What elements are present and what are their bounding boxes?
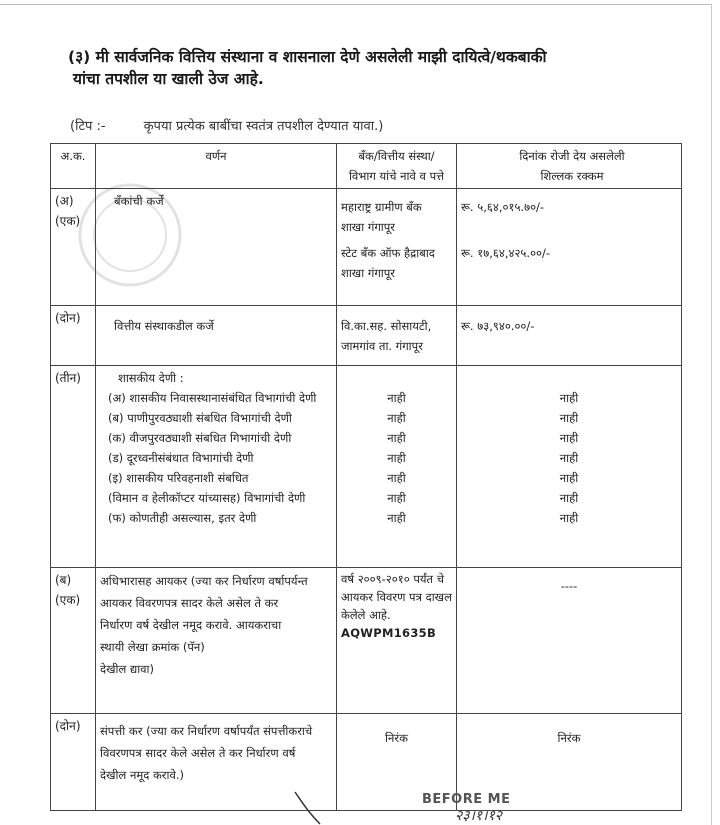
row-serial: (दोन)	[51, 306, 96, 366]
row-institution: निरंक	[337, 714, 457, 811]
row-institution: महाराष्ट्र ग्रामीण बँक शाखा गंगापूर स्टेट बँक ऑफ हैद्राबाद शाखा गंगापूर	[337, 189, 457, 306]
row-institution: वर्ष २००९-२०१० पर्यंत चे आयकर विवरण पत्र दाखल केलेले आहे. AQWPM1635B	[337, 568, 457, 714]
top-border	[0, 4, 712, 5]
table-row	[51, 714, 682, 811]
row-serial: (ब)(एक)	[51, 568, 96, 714]
row-amount: नाही नाही नाही नाही नाही नाही नाही	[457, 366, 682, 568]
row-description: अधिभारासह आयकर (ज्या कर निर्धारण वर्षापर्यन्त आयकर विवरणपत्र सादर केले असेल ते कर निर्धारण वर्ष देखील नमूद करावे. आयकराचा स्थायी लेखा क्रमांक (पॅन) देखील द्यावा)	[96, 568, 337, 714]
header-balance: दिनांक रोजी देय असलेली शिल्लक रक्कम	[457, 144, 682, 189]
heading-line-2: यांचा तपशील या खाली उेज आहे.	[73, 70, 264, 88]
right-border	[711, 4, 712, 825]
header-description: वर्णन	[96, 144, 337, 189]
header-serial: अ.क.	[51, 144, 96, 189]
row-serial: (अ)(एक)	[51, 189, 96, 306]
attestation-stamp: BEFORE ME	[422, 792, 511, 807]
signature-stroke	[290, 790, 330, 825]
signature-date: २३।१।१२	[455, 808, 503, 824]
note	[70, 116, 383, 134]
row-description: संपत्ती कर (ज्या कर निर्धारण वर्षापर्यंत संपत्तीकराचे विवरणपत्र सादर केले असेल ते कर निर्धारण वर्ष देखील नमूद करावे.)	[96, 714, 337, 811]
row-serial: (तीन)	[51, 366, 96, 568]
heading-line-1: (३) मी सार्वजनिक वित्तिय संस्थाना व शासनाला देणे असलेली माझी दायित्वे/थकबाकी	[68, 48, 547, 66]
table-row	[51, 306, 682, 366]
table-row	[51, 189, 682, 306]
row-description: वित्तीय संस्थाकडील कर्जे	[96, 306, 337, 366]
row-description: बँकांची कर्जे	[96, 189, 337, 306]
row-serial: (दोन)	[51, 714, 96, 811]
row-amount: ----	[457, 568, 682, 714]
row-amount: रू. ५,६४,०१५.७०/- रू. १७,६४,४२५.००/-	[457, 189, 682, 306]
row-institution: वि.का.सह. सोसायटी, जामगांव ता. गंगापूर	[337, 306, 457, 366]
liabilities-table	[50, 143, 682, 811]
section-heading	[68, 46, 698, 90]
row-amount: रू. ७३,९४०.००/-	[457, 306, 682, 366]
table-header-row	[51, 144, 682, 189]
row-amount: निरंक	[457, 714, 682, 811]
header-institution: बँक/वित्तीय संस्था/ विभाग यांचे नावे व पत्ते	[337, 144, 457, 189]
row-description: शासकीय देणी : (अ) शासकीय निवासस्थानासंबंधित विभागांची देणी (ब) पाणीपुरवठ्याशी संबधित विभागांची देणी (क) वीजपुरवठ्याशी संबधित गिभागांची देणी (ड) दूरध्वनीसंबंधात विभागांची देणी (इ) शासकीय परिवहनाशी संबधित (विमान व हेलीकॉप्टर यांच्यासह) विभागांची देणी (फ) कोणतीही असल्यास, इतर देणी	[96, 366, 337, 568]
row-institution: नाही नाही नाही नाही नाही नाही नाही	[337, 366, 457, 568]
note-prefix: (टिप :-	[70, 119, 106, 134]
table-row	[51, 568, 682, 714]
pan-number: AQWPM1635B	[341, 626, 437, 640]
table-row	[51, 366, 682, 568]
note-text: कृपया प्रत्येक बाबींचा स्वतंत्र तपशील देण्यात यावा.)	[143, 119, 384, 134]
